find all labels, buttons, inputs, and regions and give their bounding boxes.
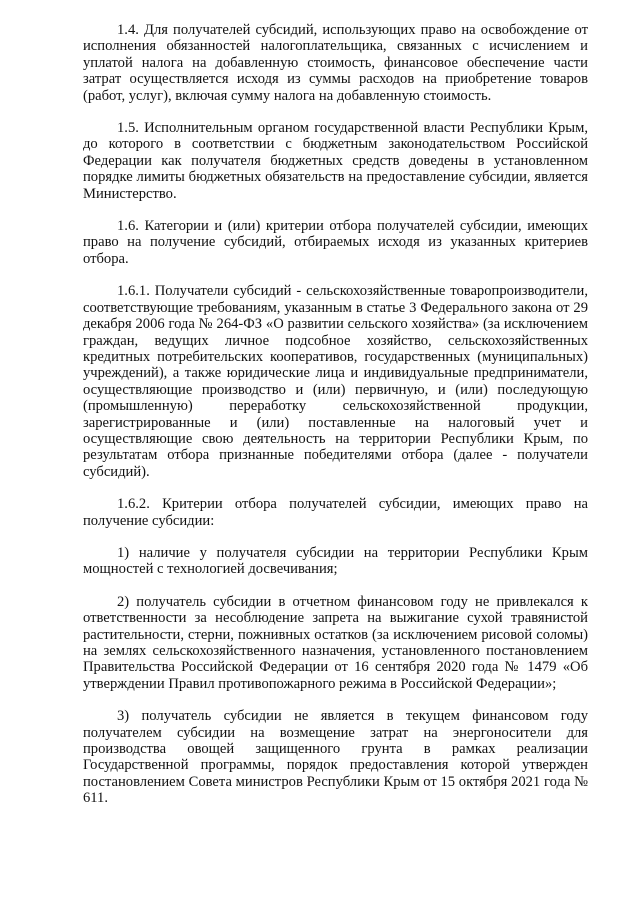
paragraph-1-6: 1.6. Категории и (или) критерии отбора получателей субсидии, имеющих право на получение субсидий, отбираемых исходя из указанных критериев отбора.	[83, 218, 588, 267]
paragraph-1-4: 1.4. Для получателей субсидий, использующих право на освобождение от исполнения обязанностей налогоплательщика, связанных с исчислением и уплатой налога на добавленную стоимость, финансовое обеспечение части затрат осуществляется исходя из суммы расходов на приобретение товаров (работ, услуг), включая сумму налога на добавленную стоимость.	[83, 22, 588, 104]
criterion-item-2: 2) получатель субсидии в отчетном финансовом году не привлекался к ответственности за несоблюдение запрета на выжигание сухой травянистой растительности, стерни, пожнивных остатков (за исключением рисовой соломы) на землях сельскохозяйственного назначения, установленного постановлением Правительства Российской Федерации от 16 сентября 2020 года № 1479 «Об утверждении Правил противопожарного режима в Российской Федерации»;	[83, 593, 588, 692]
criterion-item-1: 1) наличие у получателя субсидии на территории Республики Крым мощностей с технологией досвечивания;	[83, 544, 588, 578]
paragraph-1-6-2: 1.6.2. Критерии отбора получателей субсидии, имеющих право на получение субсидии:	[83, 496, 588, 529]
paragraph-1-5: 1.5. Исполнительным органом государственной власти Республики Крым, до которого в соответствии с бюджетным законодательством Российской Федерации как получателя бюджетных средств доведены в установленном порядке лимиты бюджетных обязательств на предоставление субсидии, является Министерство.	[83, 120, 588, 202]
paragraph-1-6-1: 1.6.1. Получатели субсидий - сельскохозяйственные товаропроизводители, соответствующие требованиям, указанным в статье 3 Федерального закона от 29 декабря 2006 года № 264-ФЗ «О развитии сельского хозяйства» (за исключением граждан, ведущих личное подсобное хозяйство, сельскохозяйственных кредитных потребительских кооперативов, государственных (муниципальных) учреждений), а также юридические лица и индивидуальные предприниматели, осуществляющие производство и (или) первичную, и (или) последующую (промышленную) переработку сельскохозяйственной продукции, зарегистрированные и (или) поставленные на налоговый учет и осуществляющие свою деятельность на территории Республики Крым, по результатам отбора признанные победителями отбора (далее - получатели субсидий).	[83, 283, 588, 480]
document-page	[83, 22, 588, 807]
criterion-item-3: 3) получатель субсидии не является в текущем финансовом году получателем субсидии на возмещение затрат на энергоносители для производства овощей защищенного грунта в рамках реализации Государственной программы, порядок предоставления которой утвержден постановлением Совета министров Республики Крым от 15 октября 2021 года № 611.	[83, 708, 588, 807]
